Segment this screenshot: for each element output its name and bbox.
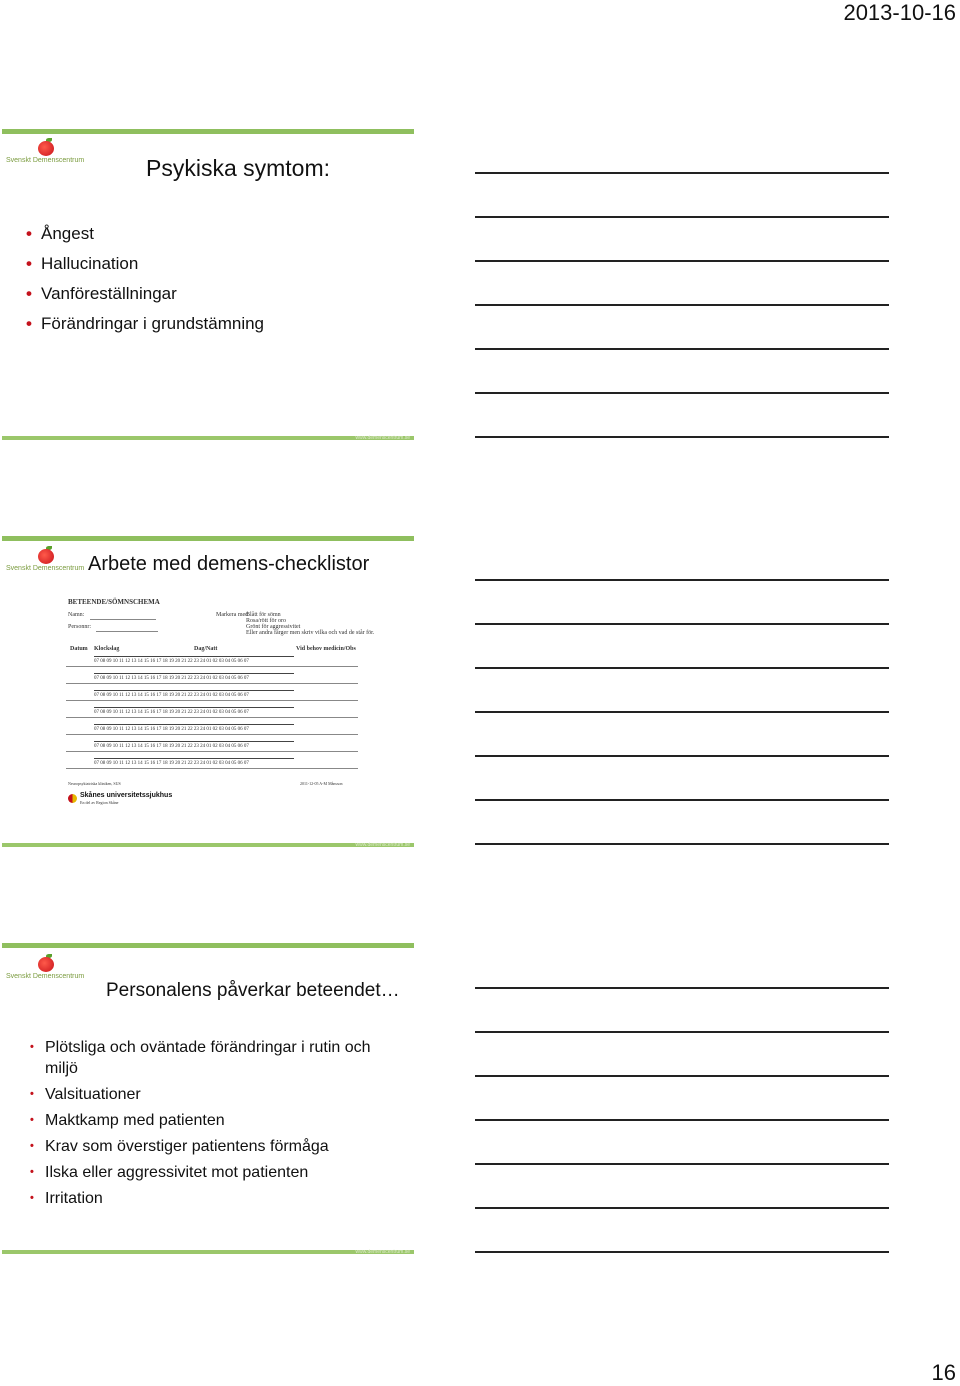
row-line xyxy=(66,768,358,769)
checklist-image xyxy=(66,598,375,812)
note-line xyxy=(475,260,889,262)
note-line xyxy=(475,1031,889,1033)
col-daynight: Dag/Natt xyxy=(194,646,218,652)
note-line xyxy=(475,1207,889,1209)
footer-url: www.demenscentrum.se xyxy=(355,435,410,441)
apple-icon xyxy=(38,957,54,972)
note-line xyxy=(475,987,889,989)
checklist-footer-right: 2011-12-05 A-M Månsson xyxy=(300,781,343,786)
bullet-icon: • xyxy=(26,254,32,273)
timeline-hours: 07 08 09 10 11 12 13 14 15 16 17 18 19 20 21 22 23 24 01 02 03 04 05 06 07 xyxy=(94,693,249,698)
note-line xyxy=(475,579,889,581)
row-line xyxy=(66,700,358,701)
bullet-icon: • xyxy=(30,1088,34,1100)
list-item: • Maktkamp med patienten xyxy=(30,1112,225,1129)
note-line xyxy=(475,1163,889,1165)
bullet-icon: • xyxy=(30,1041,34,1053)
slide-title: Psykiska symtom: xyxy=(146,155,331,181)
list-item: • Vanföreställningar xyxy=(26,279,264,309)
name-label: Namn: xyxy=(68,612,85,618)
note-line xyxy=(475,348,889,350)
list-item: • Krav som överstiger patientens förmåga xyxy=(30,1138,329,1155)
legend-item: Eller andra färger men skriv vilka och vad de står för. xyxy=(246,630,375,636)
bullet-icon: • xyxy=(30,1192,34,1204)
slide-2 xyxy=(2,536,414,847)
legend-item: Blått för sömn xyxy=(246,612,281,618)
timeline-hours: 07 08 09 10 11 12 13 14 15 16 17 18 19 20 21 22 23 24 01 02 03 04 05 06 07 xyxy=(94,761,249,766)
slide-1 xyxy=(2,129,414,440)
timeline-hours: 07 08 09 10 11 12 13 14 15 16 17 18 19 20 21 22 23 24 01 02 03 04 05 06 07 xyxy=(94,727,249,732)
list-item: • Plötsliga och oväntade förändringar i rutin och miljö xyxy=(30,1039,371,1077)
list-item: • Ilska eller aggressivitet mot patienten xyxy=(30,1164,309,1181)
bullet-icon: • xyxy=(26,314,32,333)
slide-bottom-bar xyxy=(2,1250,414,1254)
timeline-hours: 07 08 09 10 11 12 13 14 15 16 17 18 19 20 21 22 23 24 01 02 03 04 05 06 07 xyxy=(94,744,249,749)
person-line xyxy=(96,631,158,632)
note-line xyxy=(475,392,889,394)
slide-title: Arbete med demens-checklistor xyxy=(88,553,370,575)
page-number: 16 xyxy=(931,1360,956,1385)
slide-top-bar xyxy=(2,129,414,134)
apple-icon xyxy=(38,549,54,564)
note-line xyxy=(475,667,889,669)
bullet-icon: • xyxy=(26,224,32,243)
legend-item: Rosa/rött för oro xyxy=(246,618,286,624)
date-header: 2013-10-16 xyxy=(843,0,956,25)
list-item: • Hallucination xyxy=(26,249,264,279)
list-item: • Ångest xyxy=(26,219,264,249)
note-line xyxy=(475,755,889,757)
col-date: Datum xyxy=(70,646,88,652)
col-time: Klockslag xyxy=(94,646,120,652)
list-item: • Valsituationer xyxy=(30,1086,141,1103)
slide-top-bar xyxy=(2,536,414,541)
note-line xyxy=(475,843,889,845)
timeline-hours: 07 08 09 10 11 12 13 14 15 16 17 18 19 20 21 22 23 24 01 02 03 04 05 06 07 xyxy=(94,676,249,681)
note-line xyxy=(475,172,889,174)
svenskt-demenscentrum-logo: Svenskt Demenscentrum xyxy=(6,141,82,171)
svenskt-demenscentrum-logo: Svenskt Demenscentrum xyxy=(6,549,82,579)
list-item: • Förändringar i grundstämning xyxy=(26,309,264,339)
checklist-footer-left: Neuropsykiatriska kliniken, SUS xyxy=(68,781,121,786)
bullet-icon: • xyxy=(30,1140,34,1152)
person-label: Personnr: xyxy=(68,624,91,630)
legend-item: Grönt för aggressivitet xyxy=(246,624,301,630)
note-line xyxy=(475,436,889,438)
list-item: • Irritation xyxy=(30,1190,103,1207)
row-line xyxy=(66,751,358,752)
col-medicine: Vid behov medicin/Obs xyxy=(296,646,356,652)
svenskt-demenscentrum-logo: Svenskt Demenscentrum xyxy=(6,957,82,987)
slide-top-bar xyxy=(2,943,414,948)
apple-icon xyxy=(38,141,54,156)
slide-title: Personalens påverkar beteendet… xyxy=(106,980,400,1001)
slide-3 xyxy=(2,943,414,1254)
timeline-hours: 07 08 09 10 11 12 13 14 15 16 17 18 19 20 21 22 23 24 01 02 03 04 05 06 07 xyxy=(94,659,249,664)
bullet-icon: • xyxy=(30,1114,34,1126)
bullet-icon: • xyxy=(26,284,32,303)
note-line xyxy=(475,799,889,801)
note-line xyxy=(475,1119,889,1121)
slide-bottom-bar xyxy=(2,436,414,440)
row-line xyxy=(66,666,358,667)
bullet-list xyxy=(30,1037,402,1214)
hospital-logo: Skånes universitetssjukhus En del av Region Skåne xyxy=(68,792,178,808)
note-line xyxy=(475,216,889,218)
footer-url: www.demenscentrum.se xyxy=(355,842,410,848)
row-line xyxy=(66,734,358,735)
hospital-icon xyxy=(68,794,77,803)
slide-bottom-bar xyxy=(2,843,414,847)
note-line xyxy=(475,711,889,713)
mark-label: Markera med xyxy=(216,612,249,618)
note-line xyxy=(475,1251,889,1253)
bullet-list xyxy=(26,219,264,339)
name-line xyxy=(90,619,156,620)
bullet-icon: • xyxy=(30,1166,34,1178)
footer-url: www.demenscentrum.se xyxy=(355,1249,410,1255)
note-line xyxy=(475,623,889,625)
row-line xyxy=(66,717,358,718)
note-line xyxy=(475,1075,889,1077)
timeline-hours: 07 08 09 10 11 12 13 14 15 16 17 18 19 20 21 22 23 24 01 02 03 04 05 06 07 xyxy=(94,710,249,715)
checklist-heading: BETEENDE/SÖMNSCHEMA xyxy=(68,598,160,606)
note-line xyxy=(475,304,889,306)
row-line xyxy=(66,683,358,684)
